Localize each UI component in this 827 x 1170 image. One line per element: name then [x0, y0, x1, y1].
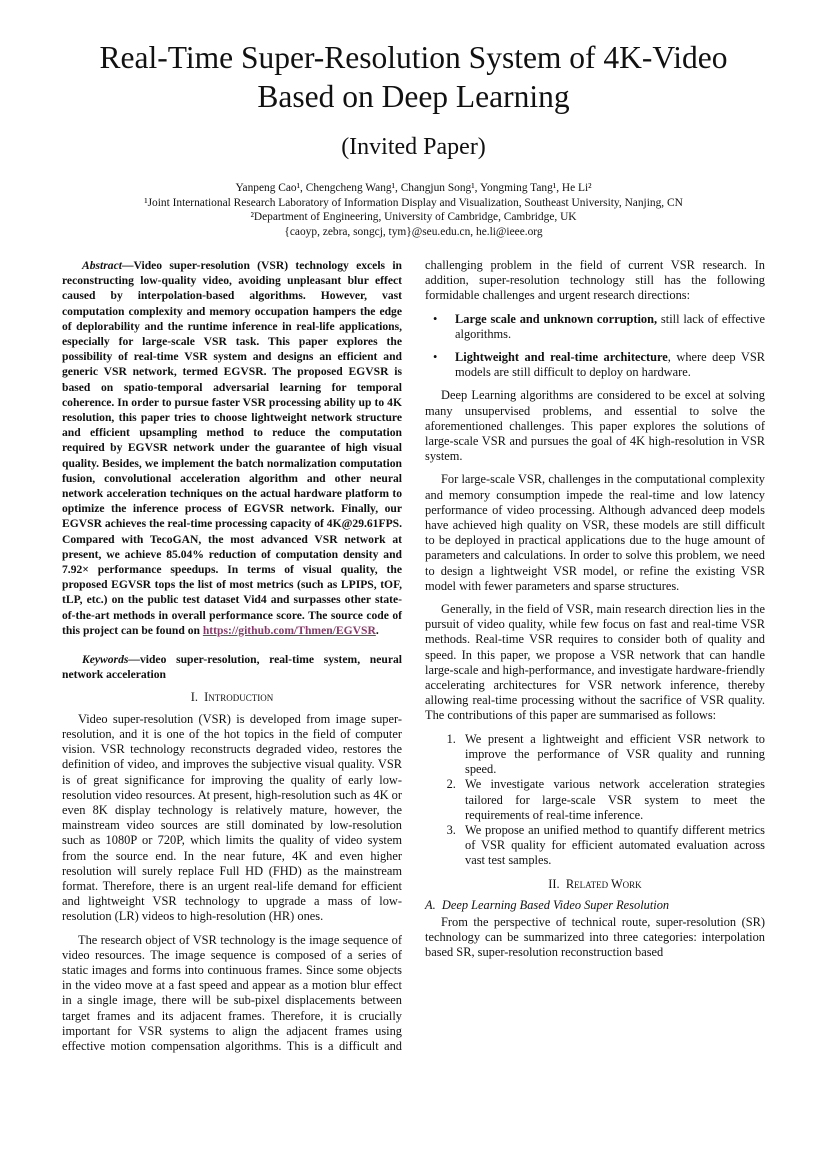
- list-item: [447, 312, 765, 342]
- abstract-text: Video super-resolution (VSR) technology excels in reconstructing low-quality video, avoiding unpleasant blur effect caused by interpolation-based algorithms. However, vast computation complexity and memory occupation hampers the edge of deplorability and the runtime inference in real-life applications, especially for large-scale VSR task. This paper explores the possibility of real-time VSR system and designs an efficient and generic VSR network, termed EGVSR. The proposed EGVSR is based on spatio-temporal adversarial learning for temporal coherence. In order to pursue faster VSR processing ability up to 4K resolution, this paper tries to choose lightweight network structure and efficient upsampling method to reduce the computation required by EGVSR network under the guarantee of high visual quality. Besides, we implement the batch normalization computation fusion, convolutional acceleration algorithm and other neural network acceleration techniques on the actual hardware platform to optimize the inference process of EGVSR network. Finally, our EGVSR achieves the real-time processing capacity of 4K@29.61FPS. Compared with TecoGAN, the most advanced VSR network at present, we achieve 85.04% reduction of computation density and 7.92× performance speedups. In terms of visual quality, the proposed EGVSR tops the list of most metrics (such as LPIPS, tOF, tLP, etc.) on the public test dataset Vid4 and surpasses other state-of-the-art methods in overall performance score. The source code of this project can be found on: [62, 259, 402, 637]
- body-paragraph: From the perspective of technical route, super-resolution (SR) technology can be summarized into three categories: interpolation based SR, super-resolution reconstruction based: [425, 914, 765, 960]
- body-paragraph: For large-scale VSR, challenges in the computational complexity and memory consumption impede the real-time and low latency performance of video processing. Although advanced deep models have achieved high quality on VSR, these models are still difficult to be deployed in practical applications due to the huge amount of parameters and calculations. In order to solve this problem, we need to design a lightweight VSR model, or refine the existing VSR model with fewer parameters and sparse structures.: [425, 472, 765, 593]
- challenges-list: [425, 312, 765, 381]
- list-item-text: , where deep VSR models are still difficult to deploy on hardware.: [455, 350, 765, 380]
- keywords-text: video super-resolution, real-time system, neural network acceleration: [62, 653, 402, 682]
- section-title: Related Work: [565, 876, 642, 891]
- list-item: [447, 350, 765, 380]
- source-code-link[interactable]: https://github.com/Thmen/EGVSR: [202, 623, 376, 637]
- keywords: [62, 652, 402, 682]
- abstract-end: .: [375, 623, 379, 637]
- section-number: II.: [548, 876, 560, 891]
- section-title: Introduction: [204, 690, 274, 705]
- list-item-text: still lack of effective algorithms.: [455, 311, 765, 341]
- subsection-heading: [425, 898, 765, 913]
- intro-paragraph-continued: challenging problem in the field of current VSR research. In addition, super-resolution technology still has the following formidable challenges and urgent research directions:: [425, 258, 765, 303]
- affiliation-2: ²Department of Engineering, University of Cambridge, Cambridge, UK: [250, 211, 577, 223]
- body-paragraph: Deep Learning algorithms are considered to be excel at solving many unsupervised problems, and essential to solve the aforementioned challenges. This paper explores the solutions of large-scale VSR and pursues the goal of 4K high-resolution in VSR system.: [425, 388, 765, 464]
- body-paragraph: Generally, in the field of VSR, main research direction lies in the pursuit of video quality, while few focus on fast and real-time VSR methods. Real-time VSR requires to consider both of quality and speed. In this paper, we propose a VSR network that can handle large-scale and high-performance, and investigate hardware-friendly accelerating architectures for VSR network inference, thereby allowing real-time processing without the sacrifice of VSR quality. The contributions of this paper are summarised as follows:: [425, 602, 765, 723]
- list-item-bold: Lightweight and real-time architecture: [455, 350, 668, 365]
- paper-title: [0, 38, 827, 116]
- affiliation-1: ¹Joint International Research Laboratory of Information Display and Visualization, Southeast University, Nanjing, CN: [144, 196, 683, 209]
- list-item: 2. We investigate various network acceleration strategies tailored for large-scale VSR system to meet the requirements of real-time inference.: [459, 777, 765, 823]
- intro-paragraph: Video super-resolution (VSR) is developed from image super-resolution, and it is one of the hot topics in the field of computer vision. VSR technology reconstructs degraded video, restores the definition of video, and improves the subjective visual quality. VSR is of great significance for improving the quality of early low-resolution video resources. At present, high-resolution such as 4K or even 8K display technology is relatively mature, however, the mainstream video sources are still dominated by low-resolution such as 1080P or 720P, which limits the quality of video system from the source end. In the near future, 4K and even higher resolution will surely replace Full HD (FHD) as the mainstream format. Therefore, there is an urgent real-life demand for efficient and lightweight VSR technology to upgrade a mass of low-resolution (LR) videos to high-resolution (HR) ones.: [62, 711, 402, 924]
- abstract-label: Abstract—: [82, 259, 134, 272]
- section-number: I.: [190, 690, 198, 705]
- right-column: [425, 258, 765, 969]
- subsection-number: A.: [425, 897, 436, 912]
- author-block: [0, 181, 827, 239]
- author-names: Yanpeng Cao¹, Chengcheng Wang¹, Changjun Song¹, Yongming Tang¹, He Li²: [235, 182, 592, 194]
- section-heading-related-work: [425, 877, 765, 892]
- title-line: Based on Deep Learning: [257, 79, 570, 114]
- paper-subtitle: (Invited Paper): [341, 134, 486, 160]
- intro-paragraph: The research object of VSR technology is the image sequence of video resources. The image sequence is composed of a series of static images and forms into continuous frames. Since some objects in the video move at a fast speed and appear as a motion blur effect in a single image, there will be sub-pixel displacements between target frames and its adjacent frames. Therefore, it is crucially important for VSR systems to align the adjacent frames using effective motion compensation algorithms. This is a difficult and: [62, 932, 402, 1053]
- subsection-title: Deep Learning Based Video Super Resolution: [441, 897, 670, 912]
- title-line: Real-Time Super-Resolution System of 4K-Video: [99, 40, 728, 75]
- list-item-bold: Large scale and unknown corruption,: [455, 311, 658, 326]
- left-column: [62, 258, 402, 1062]
- list-item: 1. We present a lightweight and efficient VSR network to improve the performance of VSR quality and running speed.: [459, 732, 765, 778]
- list-item: 3. We propose an unified method to quantify different metrics of VSR quality for efficient automated evaluation across vast test samples.: [459, 823, 765, 869]
- abstract: [62, 258, 402, 638]
- section-heading-introduction: [62, 690, 402, 705]
- keywords-label: Keywords—: [82, 653, 140, 667]
- author-emails: {caoyp, zebra, songcj, tym}@seu.edu.cn, he.li@ieee.org: [284, 225, 543, 238]
- contributions-list: [425, 732, 765, 869]
